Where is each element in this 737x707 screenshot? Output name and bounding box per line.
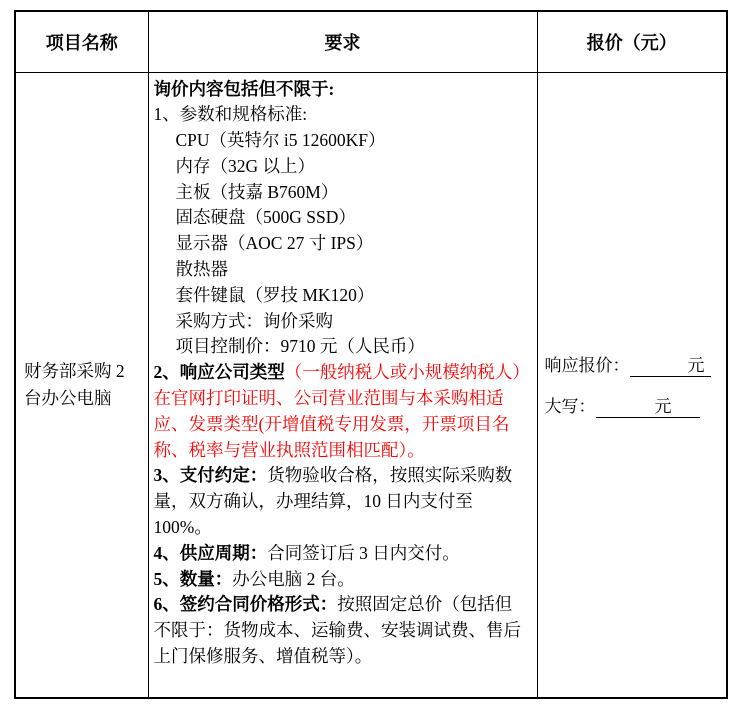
response-quote-label: 响应报价：: [544, 356, 630, 376]
requirement-item-3-label: 3、支付约定：: [153, 465, 268, 486]
header-cell-project-name: 项目名称: [15, 11, 148, 72]
header-row: [15, 11, 727, 72]
header-cell-requirements: 要求: [148, 11, 537, 72]
caps-amount-line: [545, 392, 721, 418]
requirement-item-3: [154, 463, 525, 540]
spec-line-ssd: 固态硬盘（500G SSD）: [175, 207, 356, 228]
requirement-item-4-label: 4、供应周期：: [153, 542, 268, 563]
caps-amount-unit: 元: [654, 397, 672, 417]
quote-cell: [537, 72, 727, 698]
requirement-item-6-label: 6、签约合同价格形式：: [153, 594, 338, 615]
procurement-quote-table: [14, 10, 728, 699]
spec-line-cooler: 散热器: [175, 259, 228, 280]
requirement-item-1-label: 1、参数和规格标准:: [153, 104, 308, 125]
header-cell-quote: 报价（元）: [537, 11, 727, 72]
spec-line-cpu: CPU（英特尔 i5 12600KF）: [175, 130, 386, 151]
requirement-item-5-text: 办公电脑 2 台。: [232, 568, 355, 589]
requirement-item-3-text: 货物验收合格，按照实际采购数量，双方确认，办理结算，10 日内支付至 100%。: [153, 465, 513, 538]
response-quote-unit: 元: [687, 356, 705, 376]
requirement-item-2-red-text: （一般纳税人或小规模纳税人）在官网打印证明、公司营业范围与本采购相适应、发票类型(开增值税专用发票，开票项目名称、税率与营业执照范围相匹配）。: [153, 362, 521, 460]
requirement-item-4-text: 合同签订后 3 日内交付。: [267, 542, 460, 563]
requirements-cell: [148, 72, 537, 698]
body-row: [15, 72, 727, 698]
requirement-item-2: [154, 360, 525, 463]
spec-line-keyboard-mouse: 套件键鼠（罗技 MK120）: [175, 284, 375, 305]
requirement-item-2-label: 2、响应公司类型: [153, 362, 285, 383]
requirement-item-4: [154, 541, 525, 567]
spec-line-control-price: 项目控制价：9710 元（人民币）: [175, 336, 425, 357]
requirement-item-6-text: 按照固定总价（包括但不限于：货物成本、运输费、安装调试费、售后上门保修服务、增值税等）。: [153, 594, 521, 667]
spec-line-procurement-method: 采购方式：询价采购: [175, 310, 333, 331]
requirement-item-5: [154, 567, 525, 593]
response-quote-line: [545, 351, 721, 377]
response-quote-blank[interactable]: [630, 356, 711, 377]
item-name: 财务部采购 2 台办公电脑: [24, 360, 125, 408]
caps-amount-label: 大写：: [544, 397, 596, 417]
spec-line-motherboard: 主板（技嘉 B760M）: [175, 181, 339, 202]
requirement-item-5-label: 5、数量：: [153, 568, 233, 589]
caps-amount-blank[interactable]: [596, 397, 700, 418]
requirements-intro: 询价内容包括但不限于:: [153, 78, 335, 99]
spec-line-memory: 内存（32G 以上）: [175, 155, 316, 176]
item-name-cell: [15, 72, 148, 698]
requirement-item-6: [154, 592, 525, 669]
spec-line-monitor: 显示器（AOC 27 寸 IPS）: [175, 233, 374, 254]
